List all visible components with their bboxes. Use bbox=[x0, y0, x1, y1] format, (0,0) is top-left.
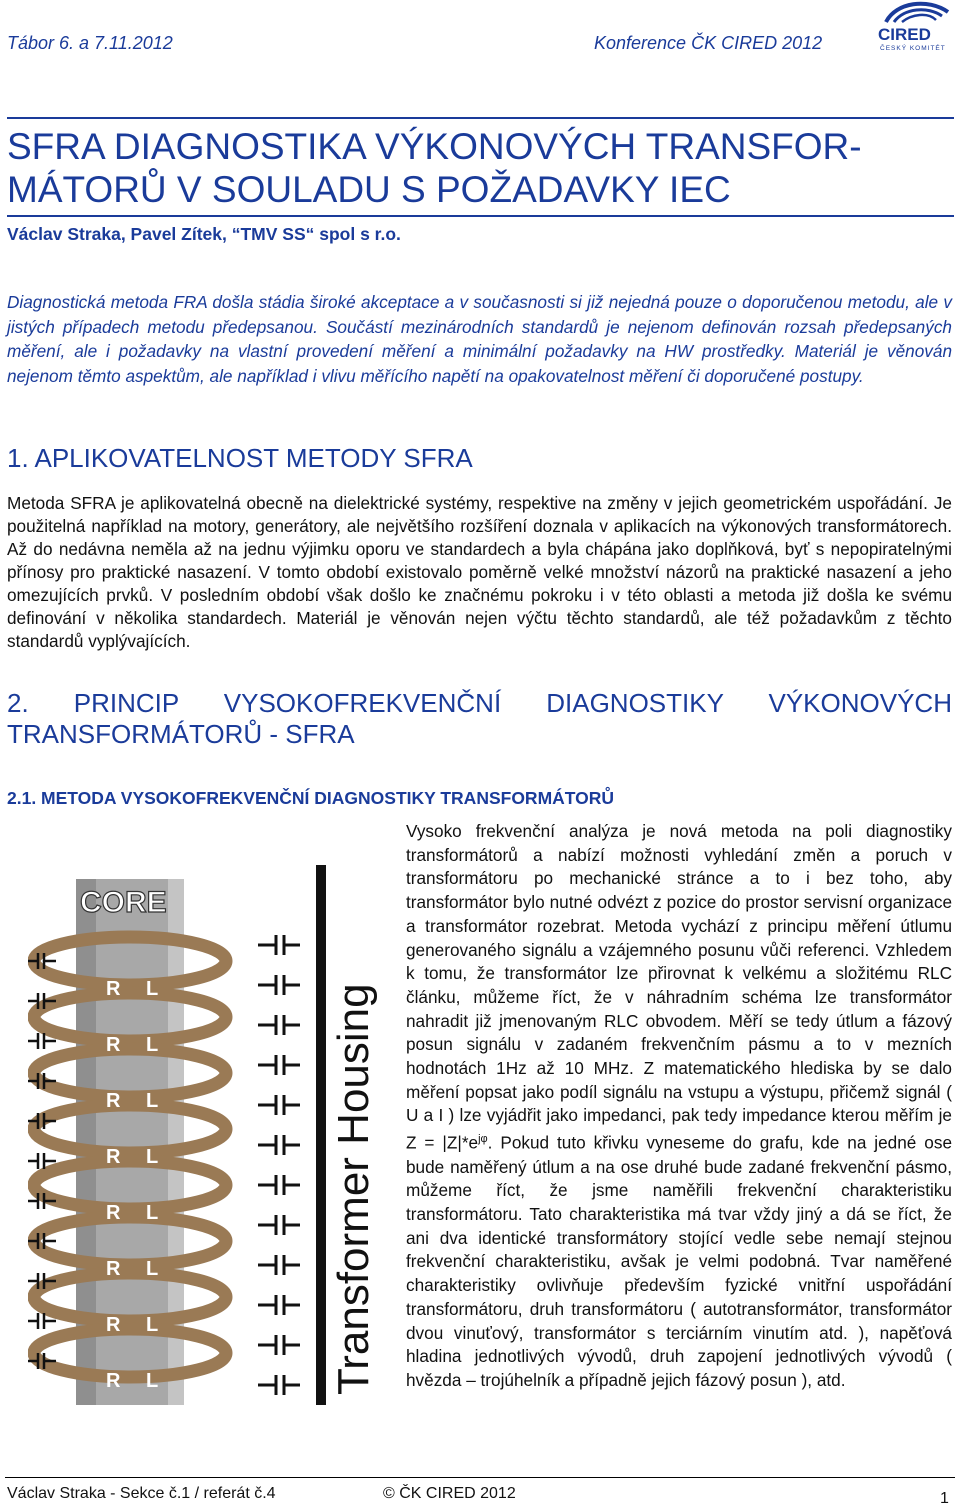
authors: Václav Straka, Pavel Zítek, “TMV SS“ spol s r.o. bbox=[7, 224, 401, 244]
section-2-1-superscript: jφ bbox=[478, 1133, 488, 1146]
footer-rule bbox=[5, 1477, 955, 1478]
page-number: 1 bbox=[940, 1490, 949, 1507]
transformer-rlc-figure bbox=[28, 865, 378, 1405]
footer-author: Václav Straka - Sekce č.1 / referát č.4 bbox=[7, 1485, 276, 1502]
title-line-1: SFRA DIAGNOSTIKA VÝKONOVÝCH TRANSFOR- bbox=[7, 126, 862, 167]
r-label: R bbox=[106, 1258, 121, 1280]
l-label: L bbox=[146, 1370, 159, 1392]
housing-wall bbox=[316, 865, 326, 1405]
r-label: R bbox=[106, 978, 121, 1000]
l-label: L bbox=[146, 978, 159, 1000]
l-label: L bbox=[146, 1034, 159, 1056]
page-title bbox=[7, 125, 954, 211]
section-2-1-text bbox=[406, 820, 952, 1393]
section-2-heading bbox=[7, 688, 952, 750]
r-label: R bbox=[106, 1034, 121, 1056]
r-label: R bbox=[106, 1146, 121, 1168]
l-label: L bbox=[146, 1202, 159, 1224]
r-label: R bbox=[106, 1090, 121, 1112]
header-location-date: Tábor 6. a 7.11.2012 bbox=[7, 33, 173, 53]
title-line-2: MÁTORŮ V SOULADU S POŽADAVKY IEC bbox=[7, 169, 731, 210]
section-2-1-text-part-1: Vysoko frekvenční analýza je nová metoda na poli diagnostiky transformátorů a nabízí možnosti vyhledání změn a poruch v transformátoru po mechanické stránce a to i bez toho, aby transformátor bylo nutné odvézt z pozice do prostor servisní organizace a transformátor rozebrat. Metoda vychází z principu měření útlumu generovaného signálu a vzájemného posunu vůči referenci. Vzhledem k tomu, že transformátor lze přirovnat k velkému a složitému RLC článku, můžeme říct, že v náhradním schéma lze transformátor nahradit již jmenovaným RLC obvodem. Měří se tedy útlum a fázový posun signálu v zadaném frekvenčním pásmu a to v mezních hodnotách 1Hz až 10 MHz. Z matematického hlediska by se dalo měření popsat jako podíl signálu na vstupu a výstupu, přičemž signál ( U a I ) lze vyjádřit jako impedanci, pak tedy impedance kterou měřím je Z = |Z|*e bbox=[406, 821, 952, 1153]
section-2-1-text-part-2: . Pokud tuto křivku vyneseme do grafu, kde na jedné ose bude naměřený útlum a na ose druhé bude zadané frekvenční pásmo, můžeme říct, že jsme naměřili frekvenční charakteristiku transformátoru. Tato charakteristika má tvar vždy jiný a dá se říct, že ani dva identické transformátory stojící vedle sebe nemají stejnou frekvenční charakteristiku, avšak je velmi podobná. Tvar naměřené charakteristiky ovlivňuje především fyzické vnitřní uspořádání transformátoru, druh transformátoru ( autotransformátor, transformátor dvou vinuťový, transformátor s terciárním vinutím atd. ), napěťová hladina jednotlivých vývodů, druh zapojení jednotlivých vývodů ( hvězda – trojúhelník a případně jejich fázový posun ), atd. bbox=[406, 1132, 953, 1390]
cired-logo bbox=[872, 0, 954, 52]
l-label: L bbox=[146, 1258, 159, 1280]
header-conference: Konference ČK CIRED 2012 bbox=[594, 33, 823, 53]
l-label: L bbox=[146, 1146, 159, 1168]
section-2-1-heading: 2.1. METODA VYSOKOFREKVENČNÍ DIAGNOSTIKY TRANSFORMÁTORŮ bbox=[7, 788, 615, 808]
section-1-heading: 1. APLIKOVATELNOST METODY SFRA bbox=[7, 443, 473, 473]
core-label: CORE bbox=[80, 886, 167, 919]
abstract: Diagnostická metoda FRA došla stádia široké akceptace a v současnosti si již nejedná pouze o doporučenou metodu, ale v jistých případech metodu předepsanou. Součástí mezinárodních standardů je nejenom definován rozsah předepsaných měření, ale i požadavky na vlastní provedení měření a minimální požadavky na HW prostředky. Materiál je věnován nejenom těmto aspektům, ale například i vlivu měřícího napětí na opakovatelnost měření či doporučené postupy. bbox=[7, 292, 952, 386]
r-label: R bbox=[106, 1314, 121, 1336]
housing-label: Transformer Housing bbox=[329, 983, 378, 1395]
footer-copyright: © ČK CIRED 2012 bbox=[383, 1485, 516, 1502]
section-1-text: Metoda SFRA je aplikovatelná obecně na dielektrické systémy, respektive na změny v jejich geometrickém uspořádání. Je použitelná například na motory, generátory, ale největšího rozšíření doznala v aplikacích na výkonových transformátorech. Až do nedávna neměla až na jednu výjimku oporu ve standardech a byla chápána jako doplňková, byť s nepopiratelnými přínosy pro praktické nasazení. V tomto období existovalo poměrně velké množství názorů na praktické nasazení a jeho omezujících prvků. V posledním období však došlo ke značnému pokroku i v této oblasti a metoda již došla ke svému definování v několika standardech. Materiál je věnován nejen výčtu těchto standardů, ale též požadavkům z těchto standardů vyplývajících. bbox=[7, 493, 952, 651]
section-2-heading-line-2: TRANSFORMÁTORŮ - SFRA bbox=[7, 719, 355, 749]
section-2-heading-line-1: 2. PRINCIP VYSOKOFREKVENČNÍ DIAGNOSTIKY VÝKONOVÝCH bbox=[7, 688, 952, 718]
l-label: L bbox=[146, 1314, 159, 1336]
capacitor-symbols-right bbox=[258, 935, 300, 1395]
r-label: R bbox=[106, 1202, 121, 1224]
l-label: L bbox=[146, 1090, 159, 1112]
logo-subtext: ČESKÝ KOMITÉT bbox=[880, 45, 946, 52]
logo-text: CIRED bbox=[878, 25, 931, 44]
r-label: R bbox=[106, 1370, 121, 1392]
